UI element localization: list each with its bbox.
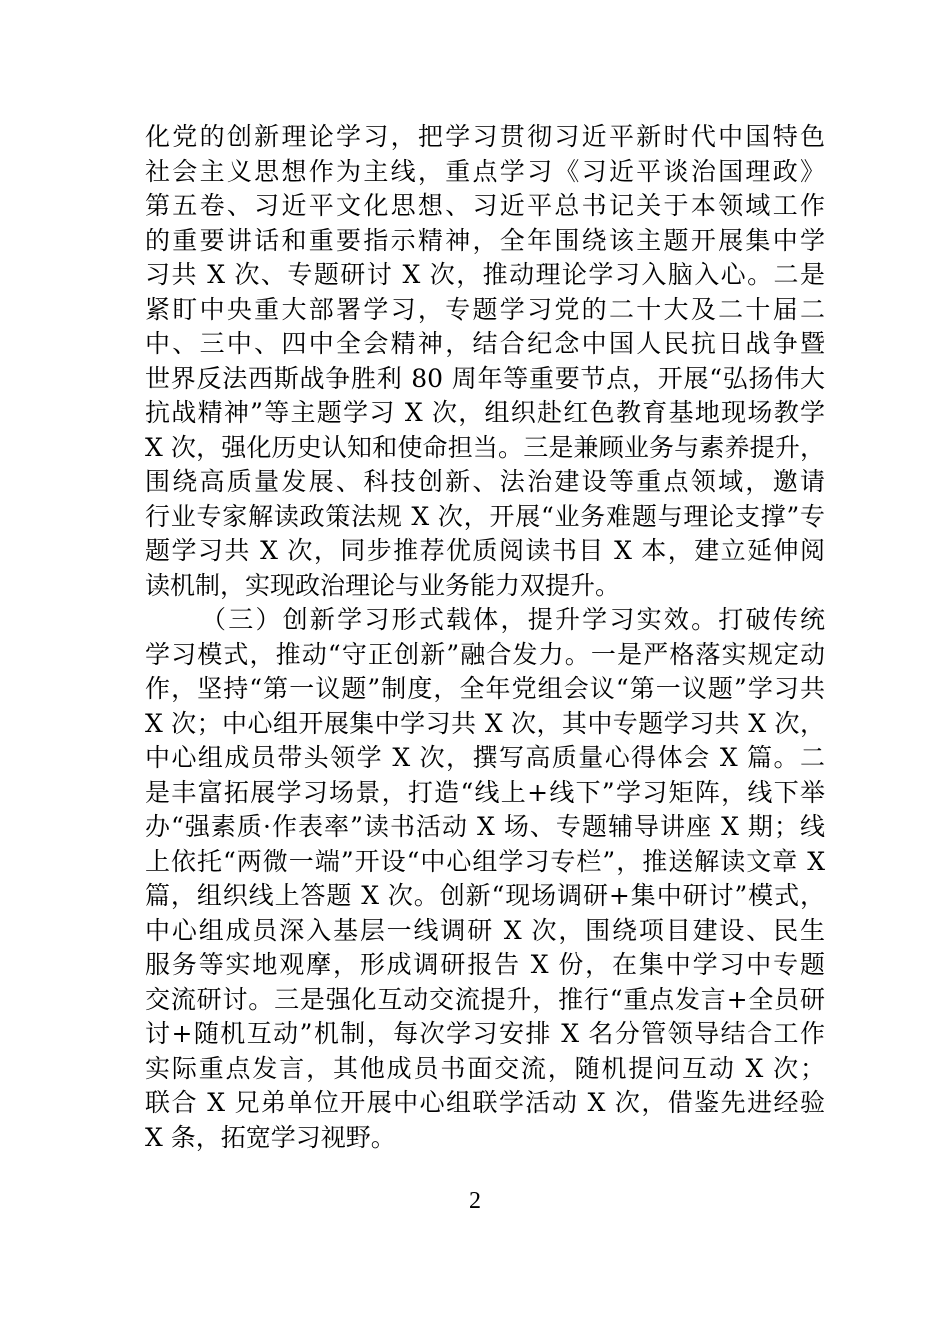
text-line: 第五卷、习近平文化思想、习近平总书记关于本领域工作: [145, 191, 825, 220]
text-line: 化党的创新理论学习，把学习贯彻习近平新时代中国特色: [145, 122, 825, 151]
text-line: 行业专家解读政策法规 X 次，开展“业务难题与理论支撑”专: [145, 501, 825, 531]
text-line: 办“强素质·作表率”读书活动 X 场、专题辅导讲座 X 期；线: [145, 812, 825, 841]
text-line: 习共 X 次、专题研讨 X 次，推动理论学习入脑入心。二是: [145, 260, 825, 289]
text-line: X 次，强化历史认知和使命担当。三是兼顾业务与素养提升，: [145, 432, 825, 462]
text-line: 服务等实地观摩，形成调研报告 X 份，在集中学习中专题: [145, 950, 825, 979]
text-line: 中、三中、四中全会精神，结合纪念中国人民抗日战争暨: [145, 329, 825, 358]
section-heading-line: （三）创新学习形式载体，提升学习实效。打破传统: [201, 605, 825, 634]
text-line: 作，坚持“第一议题”制度，全年党组会议“第一议题”学习共: [145, 674, 825, 703]
document-body: [145, 120, 825, 1155]
page-number: 2: [469, 1188, 481, 1214]
text-line: 联合 X 兄弟单位开展中心组联学活动 X 次，借鉴先进经验: [145, 1088, 825, 1117]
text-line: 上依托“两微一端”开设“中心组学习专栏”，推送解读文章 X: [145, 846, 825, 876]
text-line: 社会主义思想作为主线，重点学习《习近平谈治国理政》: [145, 156, 825, 186]
text-line: 讨+随机互动”机制，每次学习安排 X 名分管领导结合工作: [145, 1019, 825, 1048]
text-line: 交流研讨。三是强化互动交流提升，推行“重点发言+全员研: [145, 984, 825, 1014]
text-line: X 条，拓宽学习视野。: [145, 1122, 396, 1152]
text-line: 实际重点发言，其他成员书面交流，随机提问互动 X 次；: [145, 1053, 825, 1083]
text-line: 围绕高质量发展、科技创新、法治建设等重点领域，邀请: [145, 467, 825, 496]
text-line: X 次；中心组开展集中学习共 X 次，其中专题学习共 X 次，: [145, 708, 825, 738]
text-line: 是丰富拓展学习场景，打造“线上+线下”学习矩阵，线下举: [145, 777, 825, 807]
text-line: 篇，组织线上答题 X 次。创新“现场调研+集中研讨”模式，: [145, 881, 825, 910]
paragraph-1: [145, 120, 825, 603]
text-line: 紧盯中央重大部署学习，专题学习党的二十大及二十届二: [145, 294, 825, 324]
text-line: 抗战精神”等主题学习 X 次，组织赴红色教育基地现场教学: [145, 398, 825, 427]
text-line: 世界反法西斯战争胜利 80 周年等重要节点，开展“弘扬伟大: [145, 363, 825, 393]
text-line: 中心组成员带头领学 X 次，撰写高质量心得体会 X 篇。二: [145, 743, 825, 772]
paragraph-2: [145, 603, 825, 1155]
text-line: 读机制，实现政治理论与业务能力双提升。: [145, 570, 621, 600]
text-line: 中心组成员深入基层一线调研 X 次，围绕项目建设、民生: [145, 915, 825, 945]
text-line: 的重要讲话和重要指示精神，全年围绕该主题开展集中学: [145, 225, 825, 255]
text-line: 题学习共 X 次，同步推荐优质阅读书目 X 本，建立延伸阅: [145, 536, 825, 565]
text-line: 学习模式，推动“守正创新”融合发力。一是严格落实规定动: [145, 639, 825, 669]
